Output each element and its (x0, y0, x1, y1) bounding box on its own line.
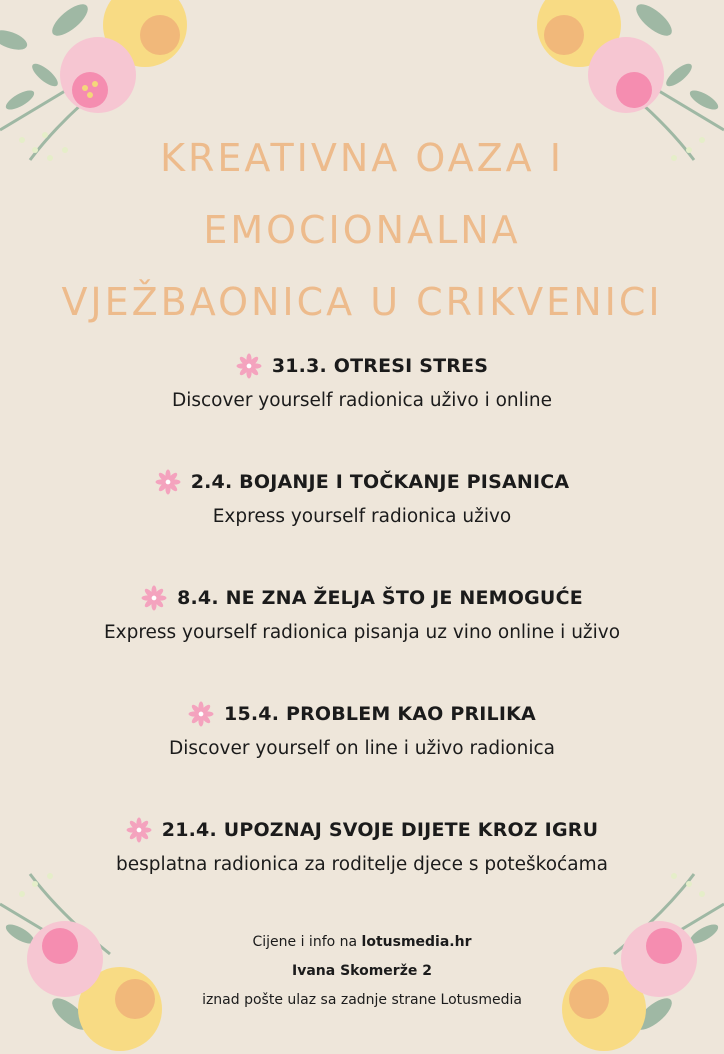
event-subtitle: Express yourself radionica uživo (212, 506, 512, 527)
footer-info-prefix: Cijene i info na (252, 934, 362, 950)
pink-star-icon (188, 701, 214, 727)
event-list (0, 348, 724, 928)
event-heading-row (0, 348, 724, 384)
footer-info (0, 928, 724, 1015)
event-subtitle: besplatna radionica za roditelje djece s poteškoćama (116, 854, 608, 875)
event-heading: 21.4. UPOZNAJ SVOJE DIJETE KROZ IGRU (161, 819, 599, 841)
footer-info-line (0, 928, 724, 957)
pink-star-icon (141, 585, 167, 611)
pink-star-icon (236, 353, 262, 379)
event-subtitle: Discover yourself on line i uživo radionica (169, 738, 555, 759)
event-item (0, 348, 724, 464)
event-heading-row (0, 696, 724, 732)
address-text: Ivana Skomerže 2 (292, 963, 432, 979)
event-heading-row (0, 464, 724, 500)
event-heading: 8.4. NE ZNA ŽELJA ŠTO JE NEMOGUĆE (177, 587, 583, 609)
event-heading: 2.4. BOJANJE I TOČKANJE PISANICA (190, 471, 570, 493)
page-title (0, 122, 724, 338)
event-heading-row (0, 812, 724, 848)
event-item (0, 812, 724, 928)
pink-star-icon (126, 817, 152, 843)
event-item (0, 696, 724, 812)
title-line-1: KREATIVNA OAZA I (160, 136, 564, 180)
event-heading-row (0, 580, 724, 616)
event-heading: 31.3. OTRESI STRES (271, 355, 489, 377)
event-subtitle: Express yourself radionica pisanja uz vino online i uživo (103, 622, 621, 643)
event-subtitle: Discover yourself radionica uživo i online (171, 390, 553, 411)
pink-star-icon (155, 469, 181, 495)
website-link[interactable]: lotusmedia.hr (361, 934, 472, 950)
title-line-3: VJEŽBAONICA U CRIKVENICI (61, 280, 663, 324)
event-item (0, 580, 724, 696)
title-line-2: EMOCIONALNA (203, 208, 521, 252)
footer-directions: iznad pošte ulaz sa zadnje strane Lotusmedia (202, 992, 522, 1008)
footer-address (0, 957, 724, 986)
event-item (0, 464, 724, 580)
event-heading: 15.4. PROBLEM KAO PRILIKA (224, 703, 536, 725)
